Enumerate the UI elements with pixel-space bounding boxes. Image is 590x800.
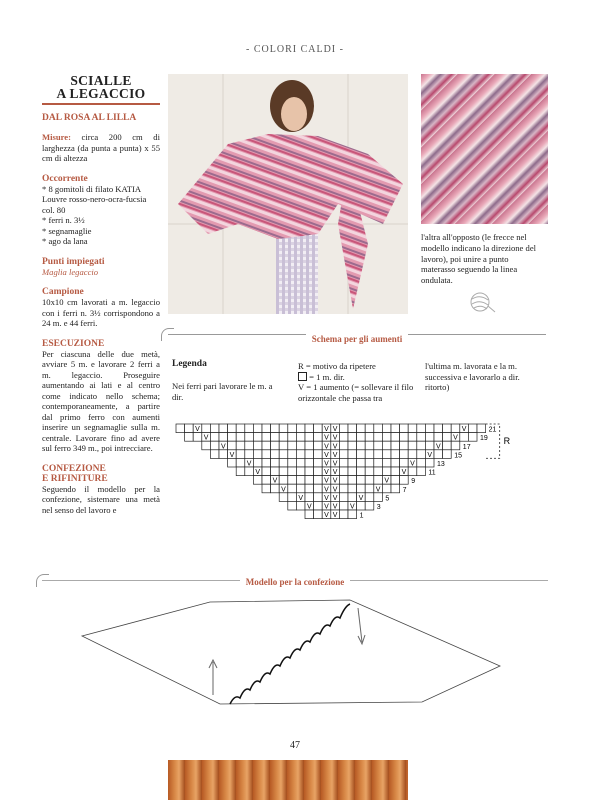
stitch-cell [417,458,426,467]
misure-paragraph [42,132,160,164]
stitch-cell [210,424,219,433]
stitch-cell [339,467,348,476]
stitch-cell [460,433,469,442]
stitch-cell [305,424,314,433]
stitch-cell [382,433,391,442]
stitch-cell [253,458,262,467]
increase-symbol: V [229,451,235,459]
stitch-cell [339,501,348,510]
increase-symbol: V [401,469,407,477]
stitch-cell [253,433,262,442]
stitch-cell [400,433,409,442]
stitch-cell [202,424,211,433]
stitch-cell [374,476,383,485]
increase-symbol: V [461,426,467,434]
stitch-cell [339,493,348,502]
stitch-cell [365,476,374,485]
legend-note: Nei ferri pari lavorare le m. a dir. [172,381,273,402]
stitch-cell [417,450,426,459]
chart-grid [176,424,486,519]
shawl-outline [82,600,500,704]
stitch-cell [279,433,288,442]
legend-title: Legenda [172,359,207,369]
stitch-cell [365,467,374,476]
stitch-cell [382,424,391,433]
stitch-cell [365,424,374,433]
confezione-title-line-2: E RIFINITURE [42,473,108,484]
stitch-cell [408,467,417,476]
stitch-cell [357,467,366,476]
stitch-cell [365,441,374,450]
stitch-cell [374,441,383,450]
stitch-cell [400,424,409,433]
stitch-cell [271,450,280,459]
stitch-cell [236,467,245,476]
increase-symbol: V [324,469,329,477]
punti-title: Punti impiegati [42,256,105,267]
increase-symbol: V [324,434,329,442]
stitch-cell [434,450,443,459]
stitch-cell [279,467,288,476]
stitch-cell [417,433,426,442]
stitch-cell [202,441,211,450]
stitch-cell [253,450,262,459]
model-title [42,577,548,587]
stitch-cell [296,441,305,450]
bottom-knit-photo [168,760,408,800]
stitch-cell [305,484,314,493]
stitch-cell [262,450,271,459]
title-line-2: A LEGACCIO [56,86,146,101]
stitch-cell [348,467,357,476]
misure-label: Misure: [42,132,71,142]
stitch-cell [339,458,348,467]
increase-symbol: V [306,503,312,511]
stitch-cell [339,450,348,459]
stitch-cell [262,484,271,493]
stitch-cell [279,458,288,467]
stitch-cell [434,424,443,433]
increase-symbol: V [324,477,329,485]
stitch-cell [408,424,417,433]
stitch-cell [408,450,417,459]
confezione-title [42,464,160,484]
legend-r: R = motivo da ripetere [298,361,376,371]
row-number-label: 13 [437,461,445,468]
stitch-cell [305,458,314,467]
stitch-cell [357,433,366,442]
stitch-cell [357,484,366,493]
increase-symbol: V [324,494,329,502]
stitch-cell [339,433,348,442]
stitch-cell [314,467,323,476]
increase-symbol: V [332,469,338,477]
stitch-cell [425,458,434,467]
stitch-cell [245,441,254,450]
increase-symbol: V [427,451,433,459]
row-number-label: 11 [428,469,436,477]
stitch-cell [193,433,202,442]
stitch-cell [176,424,185,433]
stitch-cell [408,441,417,450]
stitch-cell [339,476,348,485]
stitch-cell [279,450,288,459]
stitch-cell [236,424,245,433]
stitch-cell [296,476,305,485]
stitch-cell [271,467,280,476]
stitch-cell [262,441,271,450]
campione-title: Campione [42,287,84,297]
esecuzione-title: ESECUZIONE [42,338,105,349]
stitch-cell [365,450,374,459]
model-title-text: Modello per la confezione [240,577,351,587]
stitch-cell [374,424,383,433]
stitch-cell [262,467,271,476]
stitch-cell [348,510,357,519]
stitch-cell [262,476,271,485]
stitch-cell [296,458,305,467]
stitch-cell [357,450,366,459]
stitch-cell [219,433,228,442]
stitch-cell [339,424,348,433]
stitch-cell [228,458,237,467]
confezione-text: Seguendo il modello per la confezione, sistemare una metà nel senso del lavoro e [42,483,160,515]
photo-caption: l'altra all'opposto (le frecce nel modello indicano la direzione del lavoro), poi unire a punto materasso seguendo la linea ondulata. [421,232,537,286]
stitch-cell [374,493,383,502]
stitch-cell [314,510,323,519]
stitch-cell [451,424,460,433]
swatch-photo [421,74,548,224]
seam-wavy-line [230,604,350,704]
increase-symbol: V [324,512,329,520]
stitch-cell [296,467,305,476]
row-number-label: 9 [411,478,416,486]
stitch-cell [451,441,460,450]
stitch-cell [400,450,409,459]
stitch-cell [210,441,219,450]
stitch-cell [245,433,254,442]
stitch-cell [253,441,262,450]
misure-text: circa 200 cm di larghezza (da punta a punta) x 55 cm di altezza [42,132,160,163]
increase-symbol: V [203,434,209,442]
repeat-label: R [503,436,511,447]
stitch-cell [288,424,297,433]
stitch-cell [443,424,452,433]
list-item: * 8 gomitoli di filato KATIA Louvre rosso-nero-ocra-fucsia col. 80 [42,184,160,216]
stitch-cell [365,458,374,467]
increase-symbol: V [332,512,338,520]
stitch-cell [305,433,314,442]
stitch-cell [357,458,366,467]
increase-symbol: V [298,494,304,502]
increase-symbol: V [324,486,329,494]
stitch-cell [382,441,391,450]
stitch-cell [357,501,366,510]
stitch-cell [477,424,486,433]
increase-symbol: V [332,486,338,494]
stitch-cell [236,441,245,450]
stitch-cell [348,493,357,502]
stitch-cell [425,433,434,442]
row-number-label: 5 [385,495,390,503]
stitch-cell [339,484,348,493]
stitch-cell [305,467,314,476]
legend-v-continued: l'ultima m. lavorata e la m. successiva e lavorarlo a dir. ritorto) [425,361,520,392]
stitch-cell [185,433,194,442]
stitch-cell [365,433,374,442]
stitch-cell [288,441,297,450]
increase-symbol: V [332,460,338,468]
square-symbol-icon [298,372,307,381]
stitch-cell [279,493,288,502]
yarn-ball-icon [466,290,496,314]
increase-symbol: V [332,503,338,511]
stitch-cell [262,458,271,467]
increase-symbol: V [324,426,329,434]
title-line-1: SCIALLE [70,73,132,88]
stitch-cell [348,476,357,485]
stitch-cell [288,484,297,493]
stitch-cell [382,484,391,493]
model-photo [168,74,408,314]
row-number-label: 15 [454,452,462,460]
esecuzione-text: Per ciascuna delle due metà, avviare 5 m. e lavorare 2 ferri a m. legaccio. Proseguire aumentando ai lati e al centro come indicato nello schema; contemporaneamente, a partire dal primo ferro con aumenti inserire un segnamaglie sulla m. centrale. Lavorare fino ad avere sul ferro 349 m., poi intrecciare. [42,348,160,453]
stitch-cell [219,450,228,459]
increase-symbol: V [281,486,286,494]
stitch-cell [245,450,254,459]
stitch-cell [391,467,400,476]
stitch-cell [374,467,383,476]
stitch-cell [314,476,323,485]
legend-symbols [298,361,418,403]
confezione-title-line-1: CONFEZIONE [42,463,106,474]
stitch-cell [271,484,280,493]
stitch-cell [443,433,452,442]
stitch-cell [382,467,391,476]
stitch-cell [288,450,297,459]
stitch-cell [443,450,452,459]
stitch-cell [443,441,452,450]
stitch-cell [245,424,254,433]
stitch-cell [417,441,426,450]
increase-symbol: V [358,494,364,502]
stitch-cell [348,433,357,442]
increase-symbol: V [324,451,329,459]
row-number-label: 21 [488,426,497,434]
stitch-cell [288,501,297,510]
stitch-cell [391,450,400,459]
stitch-cell [279,424,288,433]
stitch-cell [271,433,280,442]
row-number-label: 1 [359,512,364,520]
stitch-cell [314,493,323,502]
stitch-cell [365,493,374,502]
occorrente-list [42,184,160,247]
increase-symbol: V [332,494,338,502]
increase-symbol: V [255,469,261,477]
stitch-cell [348,424,357,433]
stitch-cell [391,441,400,450]
stitch-cell [236,450,245,459]
stitch-cell [228,441,237,450]
stitch-cell [262,424,271,433]
stitch-cell [253,424,262,433]
list-item: * ferri n. 3½ [42,215,160,226]
stitch-cell [314,484,323,493]
stitch-cell [357,476,366,485]
stitch-cell [245,467,254,476]
stitch-cell [210,433,219,442]
stitch-cell [288,493,297,502]
stitch-cell [314,433,323,442]
stitch-cell [391,484,400,493]
increase-chart [168,414,546,529]
stitch-cell [400,476,409,485]
stitch-cell [288,476,297,485]
stitch-cell [382,450,391,459]
stitch-cell [296,501,305,510]
increase-symbol: V [324,443,329,451]
row-number-label: 19 [480,435,488,443]
stitch-cell [400,458,409,467]
stitch-cell [348,484,357,493]
stitch-cell [391,433,400,442]
increase-symbol: V [332,434,338,442]
stitch-cell [425,441,434,450]
stitch-cell [348,441,357,450]
stitch-cell [417,467,426,476]
stitch-cell [305,510,314,519]
list-item: * segnamaglie [42,226,160,237]
page-number: 47 [290,740,300,751]
increase-symbol: V [332,426,338,434]
legend-square-row [298,372,418,383]
increase-symbol: V [332,443,338,451]
stitch-cell [425,424,434,433]
increase-symbol: V [375,486,381,494]
shawl-model-illustration [168,74,408,314]
stitch-cell [296,450,305,459]
title-rule [42,103,160,105]
stitch-cell [468,424,477,433]
increase-symbol: V [453,434,458,442]
stitch-cell [236,433,245,442]
stitch-cell [210,450,219,459]
stitch-cell [271,458,280,467]
increase-symbol: V [435,443,441,451]
stitch-cell [357,441,366,450]
stitch-cell [228,424,237,433]
stitch-cell [262,433,271,442]
increase-symbol: V [324,460,329,468]
stitch-cell [391,424,400,433]
increase-symbol: V [246,460,252,468]
stitch-cell [468,433,477,442]
stitch-cell [288,433,297,442]
stitch-cell [305,441,314,450]
stitch-cell [400,441,409,450]
increase-symbol: V [349,503,355,511]
stitch-cell [305,493,314,502]
stitch-cell [271,424,280,433]
stitch-cell [348,450,357,459]
stitch-cell [348,458,357,467]
increase-symbol: V [384,477,390,485]
instructions-column [42,74,160,515]
schema-title-text: Schema per gli aumenti [306,334,409,344]
stitch-cell [365,501,374,510]
increase-symbol: V [195,426,200,434]
stitch-cell [305,476,314,485]
stitch-cell [185,424,194,433]
stitch-cell [339,510,348,519]
stitch-cell [339,441,348,450]
increase-symbol: V [324,503,329,511]
stitch-cell [365,484,374,493]
stitch-cell [271,441,280,450]
stitch-cell [296,433,305,442]
increase-symbol: V [332,477,338,485]
stitch-cell [374,450,383,459]
stitch-cell [314,501,323,510]
increase-symbol: V [272,477,278,485]
legend-square: = 1 m. dir. [309,371,345,382]
increase-symbol: V [410,460,415,468]
schema-title [168,334,546,344]
stitch-cell [391,476,400,485]
stitch-cell [219,424,228,433]
stitch-cell [314,450,323,459]
row-number-label: 3 [376,504,381,511]
stitch-cell [296,424,305,433]
stitch-cell [314,424,323,433]
stitch-cell [434,433,443,442]
punti-text: Maglia legaccio [42,266,99,277]
stitch-cell [228,433,237,442]
increase-symbol: V [332,451,338,459]
increase-symbol: V [220,443,226,451]
stitch-cell [391,458,400,467]
running-head: - COLORI CALDI - [246,44,344,55]
stitch-cell [253,476,262,485]
stitch-cell [374,458,383,467]
list-item: * ago da lana [42,236,160,247]
campione-text: 10x10 cm lavorati a m. legaccio con i ferri n. 3½ corrispondono a 24 m. e 44 ferri. [42,297,160,328]
assembly-diagram [60,590,530,730]
stitch-cell [279,476,288,485]
stitch-cell [374,433,383,442]
article-subtitle: DAL ROSA AL LILLA [42,113,137,123]
legend-v: V = 1 aumento (= sollevare il filo orizzontale che passa tra [298,382,414,403]
stitch-cell [417,424,426,433]
stitch-cell [357,424,366,433]
row-number-label: 7 [402,486,407,494]
stitch-cell [288,467,297,476]
stitch-cell [314,441,323,450]
stitch-cell [288,458,297,467]
stitch-cell [305,450,314,459]
article-title [42,74,160,100]
row-number-label: 17 [462,443,471,451]
stitch-cell [296,484,305,493]
stitch-cell [314,458,323,467]
stitch-cell [382,458,391,467]
stitch-cell [236,458,245,467]
stitch-cell [279,441,288,450]
stitch-cell [408,433,417,442]
occorrente-title: Occorrente [42,173,88,184]
